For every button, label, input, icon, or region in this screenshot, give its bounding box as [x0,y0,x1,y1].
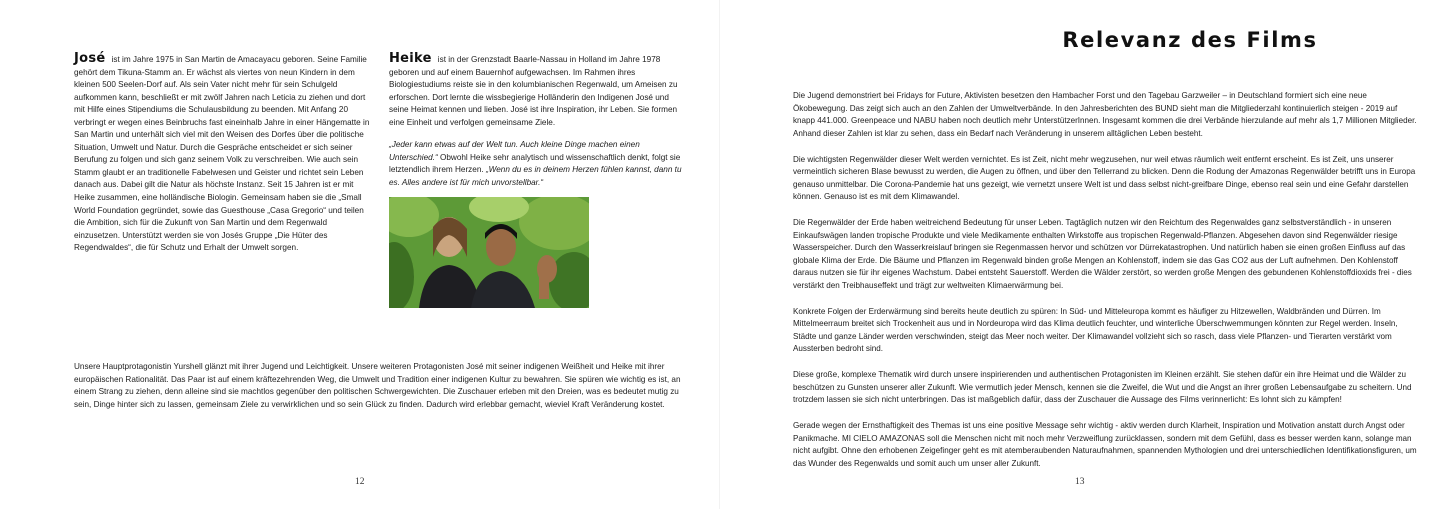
relevance-body [793,90,1419,484]
jose-name: José [74,51,106,66]
relevance-paragraph-5: Diese große, komplexe Thematik wird durch unsere inspirierenden und authentischen Protagonisten im Kleinen erzählt. Sie stehen dafür ein ihre Heimat und die Wälder zu beschützen zu Gunsten unserer aller Zukunft. Wie vermutlich jeder Mensch, kennen sie die Zweifel, die Wut und die Angst an ihrer großen Lebensaufgabe zu scheitern. Und trotzdem lassen sie sich nicht unterbringen. Das ist maßgeblich dafür, dass der Zuschauer die Aussage des Films verinnerlicht: Es lohnt sich zu kämpfen! [793,370,1412,404]
heike-quote-middle: Obwohl Heike sehr analytisch und wissenschaftlich denkt, folgt sie letztendlich ihrem Herzen. [389,152,681,175]
heike-bio-text: ist in der Grenzstadt Baarle-Nassau in Holland im Jahre 1978 geboren und auf einem Bauernhof aufgewachsen. Im Rahmen ihres Biologiestudiums reiste sie in den kolumbianischen Regenwald, um Ameisen zu erforschen. Dort lernte die wissbegierige Holländerin den Indigenen José und seine Heimat kennen und lieben. José ist ihre Inspiration, ihr Leben. Sie formen eine Einheit und verfolgen gemeinsame Ziele. [389,55,678,127]
jose-bio-text: ist im Jahre 1975 in San Martin de Amacayacu geboren. Seine Familie gehört dem Tikuna-Stamm an. Er wächst als viertes von neun Kindern in dem kleinen 500 Seelen-Dorf auf. Als sein Vater nicht mehr für sein Schulgeld aufkommen kann, beschließt er mit zwölf Jahren nach Leticia zu ziehen und dort mit Hilfe eines Stipendiums die Schulausbildung zu beenden. Mit Anfang 20 verbringt er wegen eines Beinbruchs fast eineinhalb Jahre in einer Hängematte in San Martin und unterhält sich viel mit den Weisen des Dorfes über die politische Situation, Umwelt und Natur. Durch die Gespräche entscheidet er sich seiner Berufung zu folgen und sich ganz seinem Volk zu verschreiben. Wie auch sein Stamm glaubt er an traditionelle Fabelwesen und Geister und richtet sein Leben danach aus. Dabei gilt die Natur als höchste Instanz. Seit 15 Jahren ist er mit Heike zusammen, eine holländische Biologin. Gemeinsam haben sie die „Small World Foundation gegründet, sowie das Guesthouse „Casa Gregorio“ und teilen die Ambition, sich für die Zukunft von San Martin und dem Regenwald einzusetzen. Unterstützt werden sie von Josés Gruppe „Die Hüter des Regendwaldes“, die für Schutz und Erhalt der Umwelt sorgen. [74,55,370,253]
page-title: Relevanz des Films [1062,28,1318,52]
heike-name: Heike [389,51,432,66]
heike-quote-1: „Jeder kann etwas auf der Welt tun. Auch kleine Dinge machen einen Unterschied.“ [389,140,640,162]
page-number-right: 13 [1075,477,1085,487]
heike-jose-photo [389,197,589,308]
protagonists-summary [74,361,690,411]
left-page [0,0,719,509]
relevance-paragraph-4: Konkrete Folgen der Erderwärmung sind bereits heute deutlich zu spüren: In Süd- und Mitteleuropa kommt es häufiger zu Hitzewellen, Waldbränden und Dürren. Im Mittelmeerraum breitet sich Trockenheit aus und in Nordeuropa wird das Klima deutlich feuchter, und winterliche Überschwemmungen könnten zur Regel werden. Inseln, Städte und ganze Länder werden verschwinden, steigt das Meer noch weiter. Der Klimawandel vollzieht sich so rasch, dass viele Pflanzen- und Tierarten verstärkt vom Aussterben bedroht sind. [793,306,1398,353]
page-number-left: 12 [355,477,365,487]
heike-bio [389,53,689,308]
heike-quote-2: „Wenn du es in deinem Herzen fühlen kannst, dann tu es. Alles andere ist für mich unvorstellbar.“ [389,165,682,187]
relevance-paragraph-3: Die Regenwälder der Erde haben weitreichend Bedeutung für unser Leben. Tagtäglich nutzen wir den Reichtum des Regenwaldes ganz selbstverständlich - in unseren Einkaufswägen landen tropische Produkte und viele Medikamente enthalten Wirkstoffe aus tropischen Regenwald-Pflanzen. Abgesehen davon sind Regenwälder riesige Wasserspeicher. Durch den Wasserkreislauf bringen sie Regenmassen hervor und schützen vor Dürrekatastrophen. Und natürlich haben sie einen großen Einfluss auf das globale Klima der Erde. Die Bäume und Pflanzen im Regenwald binden große Mengen an Kohlenstoff, indem sie das Gas CO2 aus der Luft aufnehmen. Den Kohlenstoff daraus nutzen sie für ihr eigenes Wachstum. Dabei entsteht Sauerstoff. Werden die Wälder zerstört, so werden große Mengen des gebundenen Kohlenstoffdioxids frei - dies verstärkt den Treibhauseffekt und trägt zur weltweiten Klimaerwärmung bei. [793,218,1412,290]
relevance-paragraph-2: Die wichtigsten Regenwälder dieser Welt werden vernichtet. Es ist Zeit, nicht mehr wegzusehen, nur weil etwas räumlich weit entfernt erscheint. Es ist Zeit, uns unserer vermeintlich sicheren Blase bewusst zu werden, die Augen zu öffnen, und über den Tellerrand zu blicken. Denn die Rodung der Amazonas Regenwälder betrifft uns in Europa genauso unmittelbar. Die Corona-Pandemie hat uns gezeigt, wie vernetzt unsere Welt ist und dass selbst nicht-greifbare Dinge, ebenso real sein und eine Gefahr darstellen können. Genauso ist es mit dem Klimawandel. [793,154,1416,201]
heike-quote-paragraph [389,139,689,189]
relevance-paragraph-6: Gerade wegen der Ernsthaftigkeit des Themas ist uns eine positive Message sehr wichtig - aktiv werden durch Klarheit, Inspiration und Motivation anstatt durch Angst oder Panikmache. MI CIELO AMAZONAS soll die Menschen nicht mit noch mehr Verzweiflung zurücklassen, sondern mit dem Gefühl, dass es besser werden kann, solange man nicht aufgibt. Ohne den erhobenen Zeigefinger geht es mit atemberaubenden Naturaufnahmen, spannenden Mythologien und drei unterschiedlichen Identifikationsfiguren, um das Wunder des Regenwalds und somit auch um unser aller Zukunft. [793,421,1417,468]
right-page [720,0,1439,509]
summary-text: Unsere Hauptprotagonistin Yurshell glänzt mit ihrer Jugend und Leichtigkeit. Unsere weiteren Protagonisten José mit seiner indigenen Weißheit und Heike mit ihrer europäischen Rationalität. Das Paar ist auf einem kräftezehrenden Weg, die Umwelt und Tradition einer indigenen Kultur zu bewahren. Sie spüren wie wichtig es ist, an einem Strang zu ziehen, denn alleine sind sie machtlos gegenüber den politischen Schwergewichten. Die Zuschauer erleben mit den Dreien, was es bedeutet mutig zu sein, Dinge hinter sich zu lassen, gemeinsam Ziele zu verwirklichen und so sein Glück zu finden. Dadurch wird erlebbar gemacht, wieviel Kraft Veränderung kostet. [74,362,681,409]
relevance-paragraph-1: Die Jugend demonstriert bei Fridays for Future, Aktivisten besetzen den Hambacher Forst und den Tagebau Garzweiler – in Deutschland formiert sich eine neue Ökobewegung. Das zeigt sich auch an den Zahlen der Umweltverbände. In den Jahresberichten des BUND sieht man die Mitgliederzahl kontinuierlich steigen - 2019 auf knapp 441.000. Greenpeace und NABU haben noch deutlich mehr UnterstützerInnen. Insgesamt kommen die drei Verbände hierzulande auf mehr als 1,7 Millionen Mitglieder. Anhand dieser Zahlen ist klar zu sehen, dass ein Bedarf nach Veränderung in unserem alltäglichen Leben besteht. [793,91,1417,138]
jose-bio [74,53,370,255]
